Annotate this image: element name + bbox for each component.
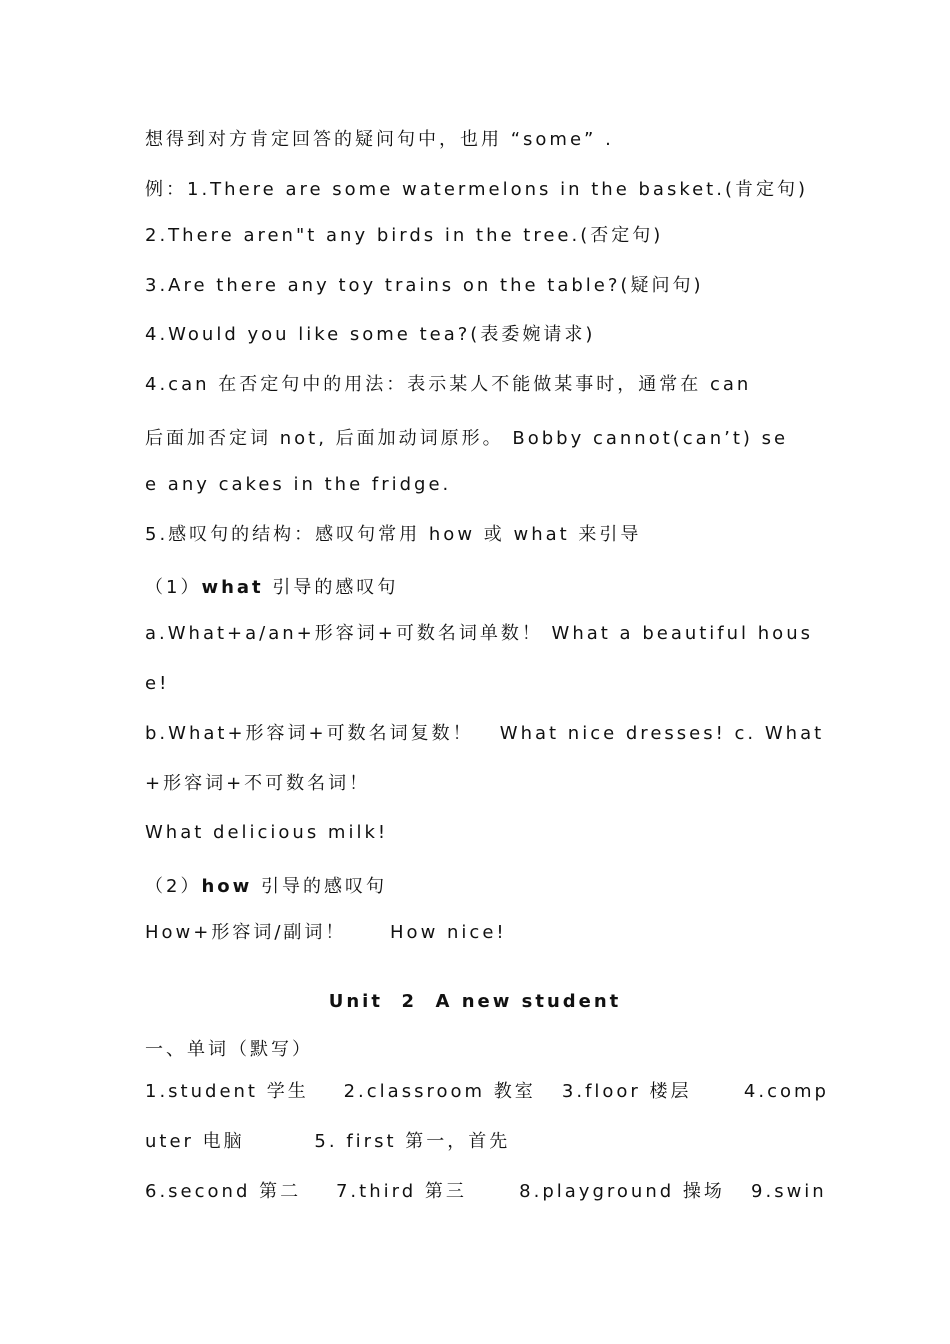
what-line-2: e! xyxy=(145,673,170,694)
what-exclamation-heading xyxy=(145,576,398,600)
vocab-line-3: 6.second 第二 7.third 第三 8.playground 操场 9.swin xyxy=(145,1181,827,1202)
text-line-8: e any cakes in the fridge. xyxy=(145,474,452,495)
heading-keyword: how xyxy=(201,876,253,897)
how-line: How+形容词/副词！ How nice! xyxy=(145,922,507,943)
vocab-line-2: uter 电脑 5. first 第一，首先 xyxy=(145,1131,511,1152)
text-line-7: 后面加否定词 not, 后面加动词原形。 Bobby cannot(can’t) se xyxy=(145,428,789,449)
text-line-6: 4.can 在否定句中的用法：表示某人不能做某事时，通常在 can xyxy=(145,374,752,395)
heading-text: 引导的感叹句 xyxy=(252,876,387,897)
text-line-4: 3.Are there any toy trains on the table?(疑问句) xyxy=(145,275,704,296)
text-line-2: 例：1.There are some watermelons in the basket.(肯定句) xyxy=(145,179,809,200)
vocab-line-1: 1.student 学生 2.classroom 教室 3.floor 楼层 4.comp xyxy=(145,1081,829,1102)
text-line-3: 2.There aren"t any birds in the tree.(否定句) xyxy=(145,225,664,246)
heading-number: （2） xyxy=(145,876,202,897)
heading-number: （1） xyxy=(145,577,202,598)
text-line-9: 5.感叹句的结构：感叹句常用 how 或 what 来引导 xyxy=(145,524,642,545)
vocab-heading: 一、单词（默写） xyxy=(145,1039,313,1060)
what-line-1: a.What+a/an+形容词+可数名词单数！ What a beautiful hous xyxy=(145,623,813,644)
unit-title: Unit 2 A new student xyxy=(328,991,622,1012)
text-line-5: 4.Would you like some tea?(表委婉请求) xyxy=(145,324,596,345)
heading-keyword: what xyxy=(201,577,264,598)
what-line-5: What delicious milk! xyxy=(145,822,389,843)
heading-text: 引导的感叹句 xyxy=(263,577,399,598)
how-exclamation-heading xyxy=(145,875,387,899)
what-line-4: +形容词+不可数名词！ xyxy=(145,773,371,794)
text-line-1: 想得到对方肯定回答的疑问句中，也用 “some” . xyxy=(145,129,614,150)
what-line-3: b.What+形容词+可数名词复数！ What nice dresses! c. What xyxy=(145,723,825,744)
